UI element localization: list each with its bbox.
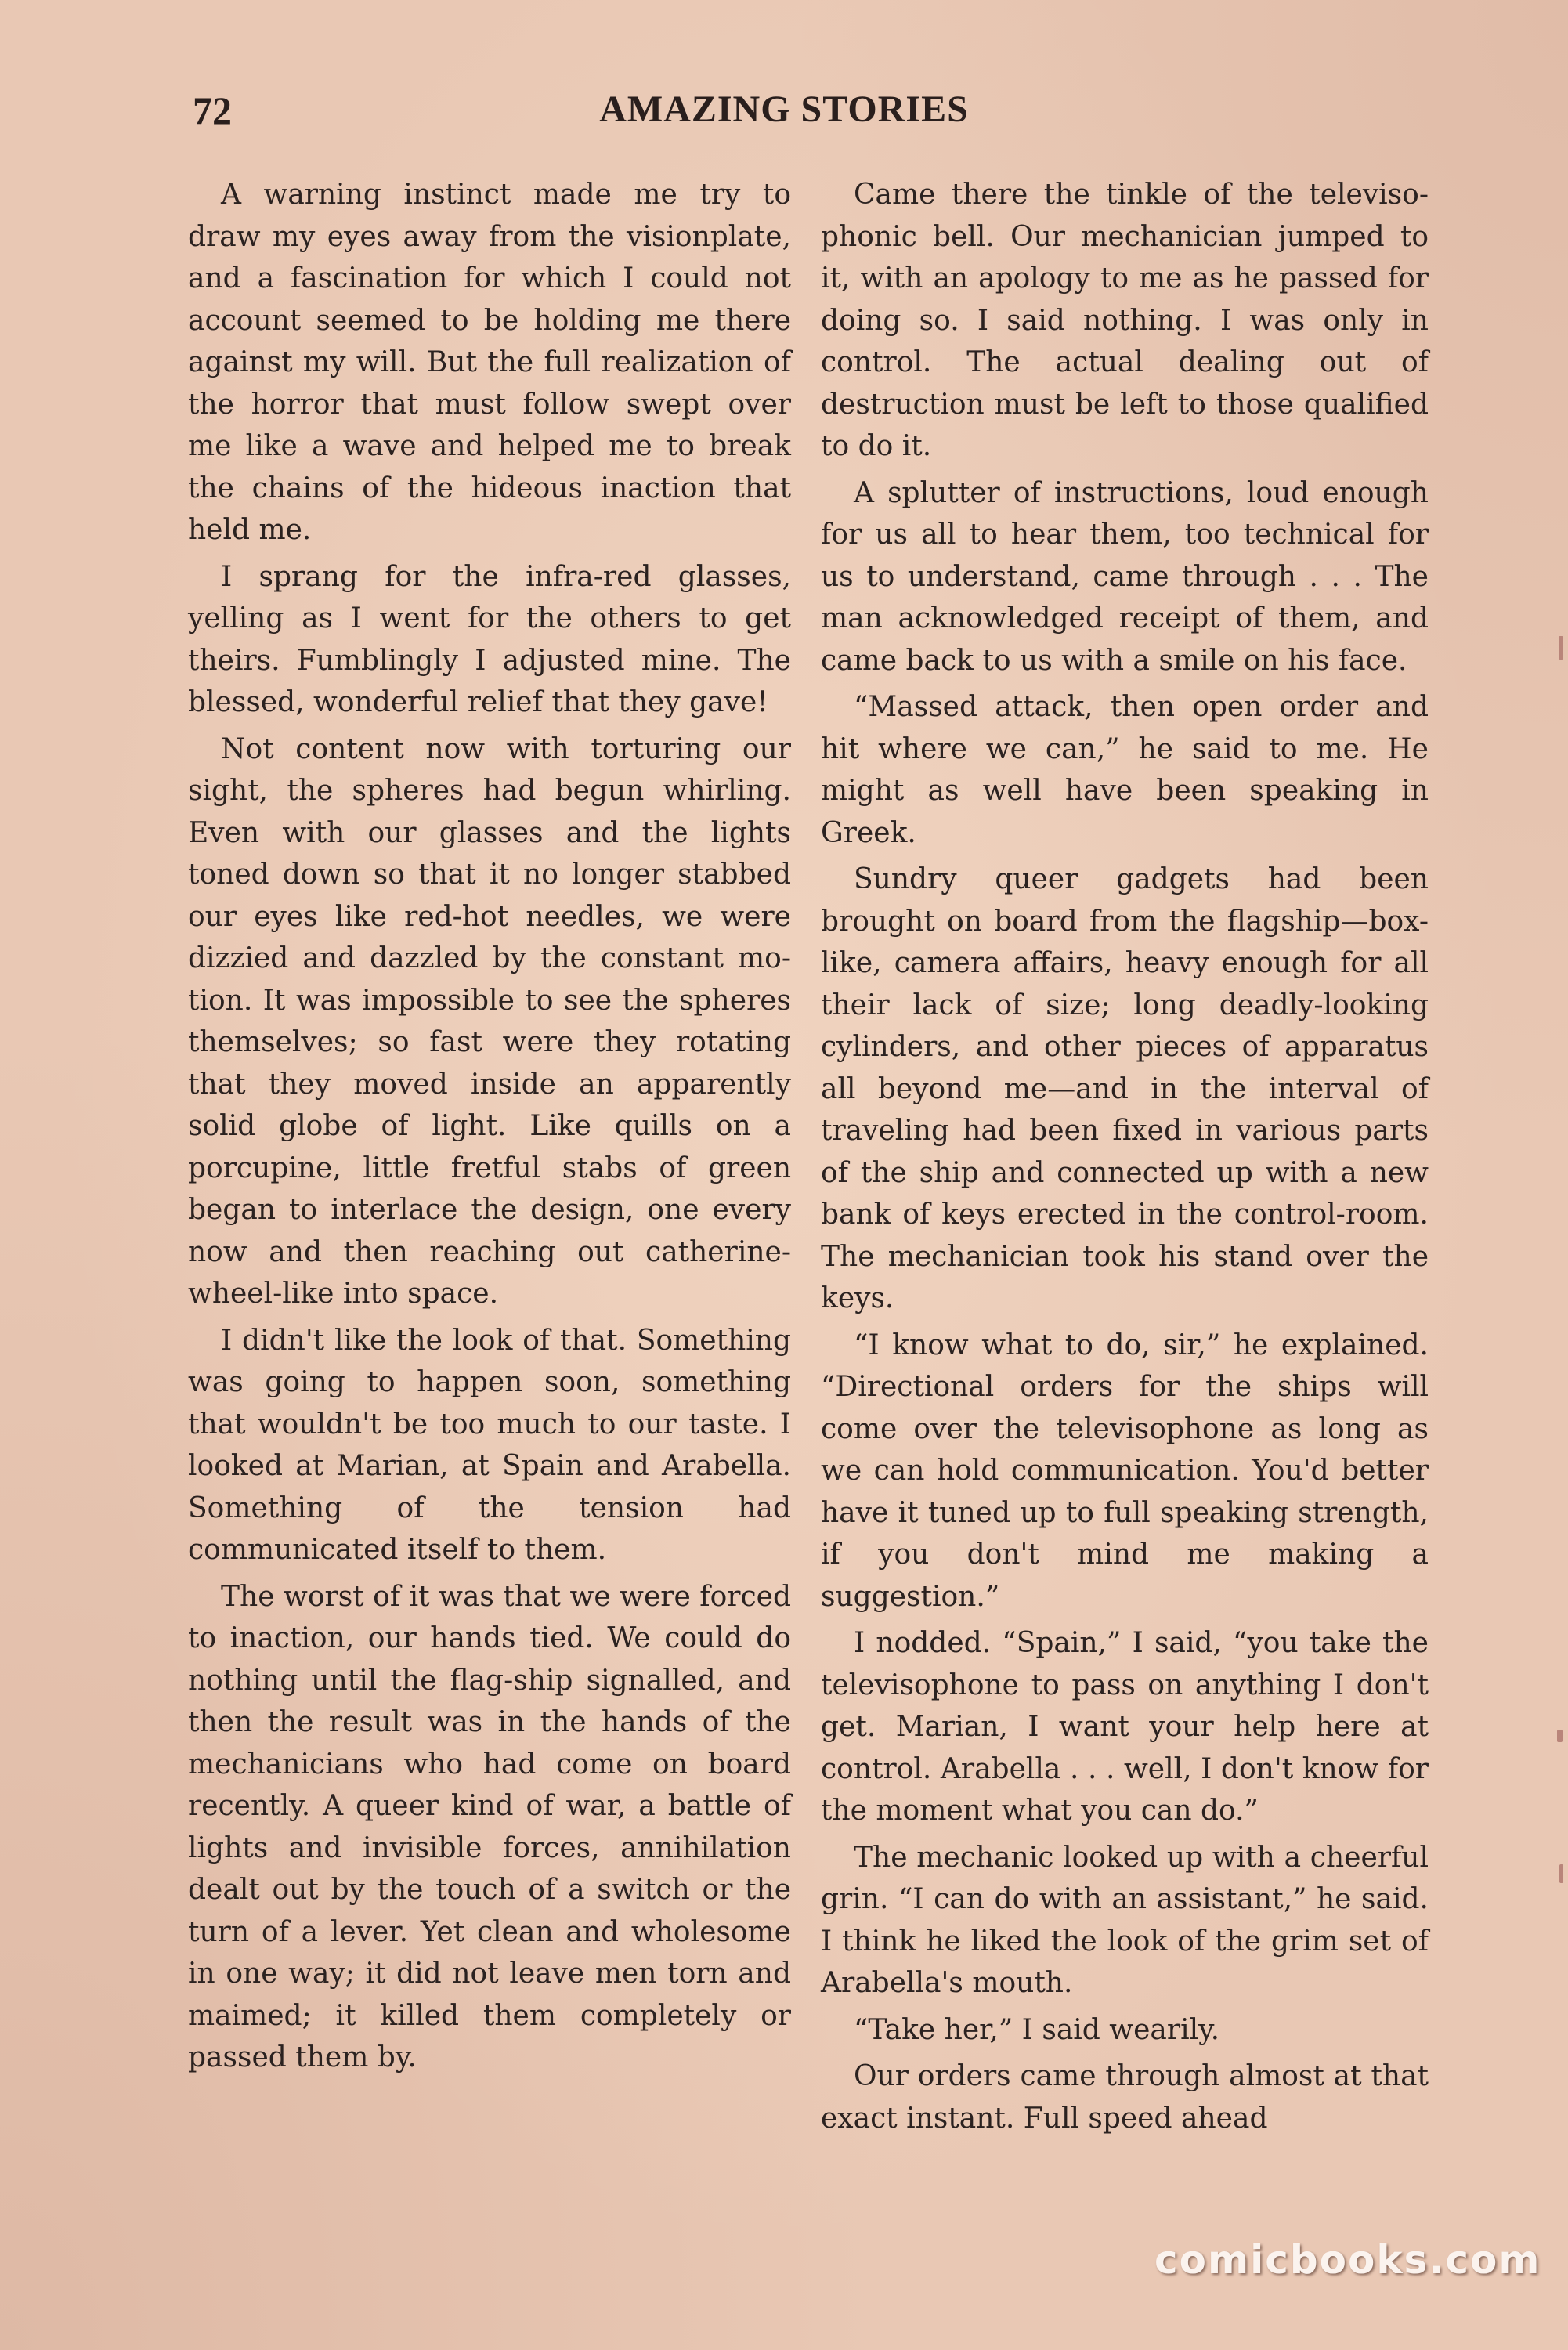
- paragraph: “I know what to do, sir,” he explained. “Directional orders for the ships will come over the televisophone as long as we can hold communication. You'd better have it tuned up to full speaking strength, if you don't mind me making a suggestion.”: [821, 1329, 1429, 1613]
- paragraph: I didn't like the look of that. Something was going to happen soon, something that wouldn't be too much to our taste. I looked at Marian, at Spain and Arabella. Something of the tension had communicated itself to them.: [188, 1324, 791, 1566]
- paragraph: “Massed attack, then open order and hit where we can,” he said to me. He might as well have been speaking in Greek.: [821, 691, 1429, 849]
- paragraph: The mechanic looked up with a cheerful grin. “I can do with an assistant,” he said. I think he liked the look of the grim set of Arabella's mouth.: [821, 1841, 1429, 1999]
- right-column: [821, 174, 1429, 2144]
- page-edge-mark: [1559, 636, 1563, 660]
- paragraph: I sprang for the infra-red glasses, yelling as I went for the others to get theirs. Fumblingly I adjusted mine. The blessed, wonderful relief that they gave!: [188, 560, 791, 718]
- paragraph: The worst of it was that we were forced to inaction, our hands tied. We could do nothing until the flag-ship signalled, and then the result was in the hands of the mechanicians who had come on board recently. A queer kind of war, a battle of lights and invisible forces, annihilation dealt out by the touch of a switch or the turn of a lever. Yet clean and wholesome in one way; it did not leave men torn and maimed; it killed them completely or passed them by.: [188, 1580, 791, 2073]
- paragraph: Came there the tinkle of the televisophonic bell. Our mechanician jumped to it, with an apology to me as he passed for doing so. I said nothing. I was only in control. The actual dealing out of destruction must be left to those qualified to do it.: [821, 179, 1429, 462]
- page-number: 72: [193, 89, 232, 132]
- paragraph: “Take her,” I said wearily.: [854, 2013, 1220, 2046]
- running-title: AMAZING STORIES: [599, 89, 969, 130]
- paragraph: A warning instinct made me try to draw my eyes away from the visionplate, and a fascination for which I could not account seemed to be holding me there against my will. But the full realization of the horror that must follow swept over me like a wave and helped me to break the chains of the hideous inaction that held me.: [188, 179, 791, 546]
- left-column: [188, 174, 791, 2084]
- page-edge-mark: [1557, 1730, 1563, 1742]
- watermark: comicbooks.com: [1154, 2237, 1541, 2283]
- paragraph: Our orders came through almost at that exact instant. Full speed ahead: [821, 2060, 1429, 2135]
- paragraph: A splutter of instructions, loud enough for us all to hear them, too technical for us to understand, came through . . . The man acknowledged receipt of them, and came back to us with a smile on his face.: [821, 476, 1429, 677]
- paragraph: Sundry queer gadgets had been brought on board from the flagship—box-like, camera affairs, heavy enough for all their lack of size; long deadly-looking cylinders, and other pieces of apparatus all beyond me—and in the interval of traveling had been fixed in various parts of the ship and connected up with a new bank of keys erected in the control-room. The mechanician took his stand over the keys.: [821, 863, 1429, 1314]
- paragraph: I nodded. “Spain,” I said, “you take the televisophone to pass on anything I don't get. Marian, I want your help here at control. Arabella . . . well, I don't know for the moment what you can do.”: [821, 1627, 1429, 1827]
- page-edge-mark: [1559, 1864, 1563, 1883]
- paragraph: Not content now with torturing our sight, the spheres had begun whirling. Even with our glasses and the lights toned down so that it no longer stabbed our eyes like red-hot needles, we were dizzied and dazzled by the constant motion. It was impossible to see the spheres themselves; so fast were they rotating that they moved inside an apparently solid globe of light. Like quills on a porcupine, little fretful stabs of green began to interlace the design, one every now and then reaching out catherine-wheel-like into space.: [188, 732, 791, 1310]
